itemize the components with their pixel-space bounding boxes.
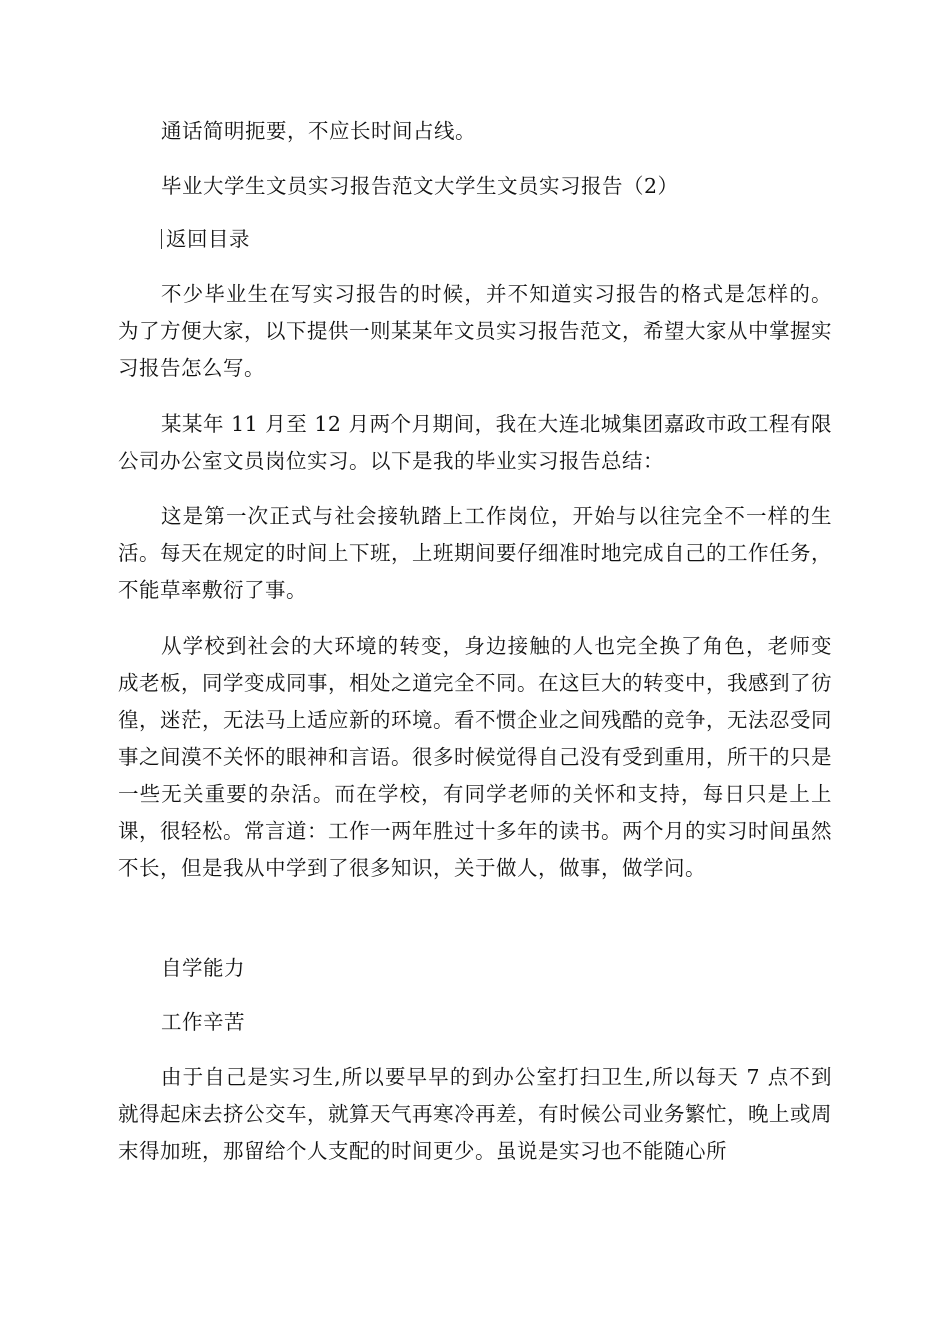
heading-self-study: 自学能力 [161, 956, 245, 980]
paragraph-environment-change: 从学校到社会的大环境的转变，身边接触的人也完全换了角色，老师变成老板，同学变成同事，相处之道完全不同。在这巨大的转变中，我感到了彷徨，迷茫，无法马上适应新的环境。看不惯企业之间残酷的竞争，无法忍受同事之间漠不关怀的眼神和言语。很多时候觉得自己没有受到重用，所干的只是一些无关重要的杂活。而在学校，有同学老师的关怀和支持，每日只是上上课，很轻松。常言道：工作一两年胜过十多年的读书。两个月的实习时间虽然不长，但是我从中学到了很多知识，关于做人，做事，做学问。 [118, 634, 832, 880]
paragraph-intro: 不少毕业生在写实习报告的时候，并不知道实习报告的格式是怎样的。为了方便大家，以下提供一则某某年文员实习报告范文，希望大家从中掌握实习报告怎么写。 [118, 282, 832, 380]
cursor-bar-icon [161, 229, 162, 249]
section-heading-report-2: 毕业大学生文员实习报告范文大学生文员实习报告（2） [161, 174, 679, 198]
back-to-toc-label: 返回目录 [166, 227, 250, 251]
heading-hard-work: 工作辛苦 [161, 1010, 245, 1034]
paragraph-daily-routine: 由于自己是实习生,所以要早早的到办公室打扫卫生,所以每天 7 点不到就得起床去挤公交车，就算天气再寒冷再差，有时候公司业务繁忙，晚上或周末得加班，那留给个人支配的时间更少。虽说是实习也不能随心所 [118, 1065, 832, 1163]
paragraph-call-brief: 通话简明扼要，不应长时间占线。 [161, 119, 476, 143]
paragraph-first-job: 这是第一次正式与社会接轨踏上工作岗位，开始与以往完全不一样的生活。每天在规定的时间上下班，上班期间要仔细准时地完成自己的工作任务，不能草率敷衍了事。 [118, 504, 832, 602]
back-to-toc-link[interactable] [161, 221, 821, 258]
paragraph-internship-period: 某某年 11 月至 12 月两个月期间，我在大连北城集团嘉政市政工程有限公司办公室文员岗位实习。以下是我的毕业实习报告总结： [118, 412, 832, 473]
